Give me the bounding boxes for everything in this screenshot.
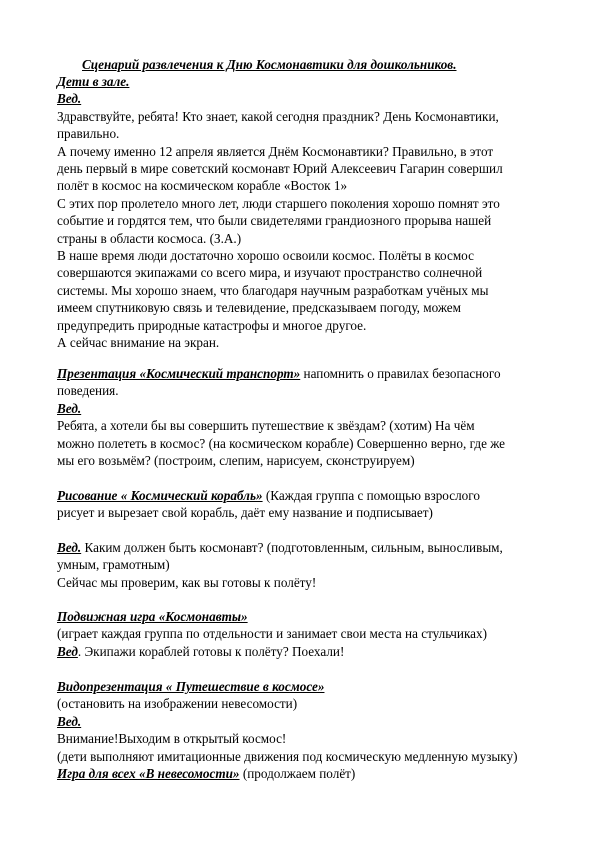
qualities-check: Сейчас мы проверим, как вы готовы к полёту!	[57, 574, 317, 590]
game-heading: Подвижная игра «Космонавты»	[57, 609, 248, 624]
drawing-section	[57, 487, 547, 522]
intro-line: имеем спутниковую связь и телевидение, предсказываем погоду, можем	[57, 300, 461, 316]
presentation-line: Ребята, а хотели бы вы совершить путешествие к звёздам? (хотим) На чём	[57, 418, 475, 434]
intro-heading: Дети в зале.	[57, 74, 130, 89]
intro-line: А почему именно 12 апреля является Днём Космонавтики? Правильно, в этот	[57, 143, 494, 159]
presentation-note-cont: поведения.	[57, 383, 119, 399]
intro-section	[57, 73, 547, 352]
game-section	[57, 608, 547, 660]
video-text-note: (дети выполняют имитационные движения под космическую медленную музыку)	[57, 748, 518, 764]
intro-line: совершаются экипажами со всего мира, и изучают пространство солнечной	[57, 265, 483, 281]
weightless-game-heading: Игра для всех «В невесомости»	[57, 766, 240, 782]
drawing-heading: Рисование « Космический корабль»	[57, 488, 263, 503]
video-heading: Видопрезентация « Путешествие в космосе»	[57, 679, 325, 694]
document-title: Сценарий развлечения к Дню Космонавтики для дошкольников.	[82, 57, 457, 72]
intro-line: событие и гордятся тем, что были свидетелями грандиозного прорыва нашей	[57, 213, 492, 229]
intro-line: страны в области космоса. (З.А.)	[57, 230, 242, 246]
presentation-line: мы его возьмём? (построим, слепим, нарисуем, сконструируем)	[57, 453, 415, 469]
intro-line: полёт в космос на космическом корабле «Восток 1»	[57, 178, 348, 194]
qualities-speaker: Вед.	[57, 540, 82, 555]
drawing-note-cont: рисует и вырезает свой корабль, даёт ему название и подписывает)	[57, 505, 433, 521]
intro-line: Здравствуйте, ребята! Кто знает, какой сегодня праздник? День Космонавтики,	[57, 108, 499, 124]
intro-line: правильно.	[57, 126, 120, 142]
intro-speaker: Вед.	[57, 91, 82, 107]
intro-line: А сейчас внимание на экран.	[57, 335, 220, 351]
intro-line: системы. Мы хорошо знаем, что благодаря научным разработкам учёных мы	[57, 282, 489, 298]
drawing-note: (Каждая группа с помощью взрослого	[262, 488, 480, 503]
qualities-text-cont: умным, грамотным)	[57, 557, 170, 573]
presentation-heading: Презентация «Космический транспорт»	[57, 366, 301, 381]
intro-line: день первый в мире советский космонавт Юрий Алексеевич Гагарин совершил	[57, 161, 503, 177]
presentation-note: напомнить о правилах безопасного	[300, 366, 501, 381]
intro-line: предупредить природные катастрофы и многое другое.	[57, 317, 367, 333]
video-speaker: Вед.	[57, 713, 82, 729]
weightless-game-note: (продолжаем полёт)	[239, 766, 356, 782]
video-note: (остановить на изображении невесомости)	[57, 696, 298, 712]
qualities-text: Каким должен быть космонавт? (подготовленным, сильным, выносливым,	[81, 540, 503, 555]
game-note: (играет каждая группа по отдельности и занимает свои места на стульчиках)	[57, 626, 488, 642]
game-text: . Экипажи кораблей готовы к полёту? Поехали!	[77, 643, 345, 659]
video-text: Внимание!Выходим в открытый космос!	[57, 731, 287, 747]
qualities-section	[57, 539, 547, 591]
presentation-speaker: Вед.	[57, 400, 82, 416]
presentation-section	[57, 365, 547, 469]
video-section	[57, 678, 547, 782]
intro-line: С этих пор пролетело много лет, люди старшего поколения хорошо помнят это	[57, 195, 500, 211]
presentation-line: можно полететь в космос? (на космическом корабле) Совершенно верно, где же	[57, 435, 506, 451]
game-speaker: Вед	[57, 643, 78, 659]
intro-line: В наше время люди достаточно хорошо освоили космос. Полёты в космос	[57, 248, 474, 264]
